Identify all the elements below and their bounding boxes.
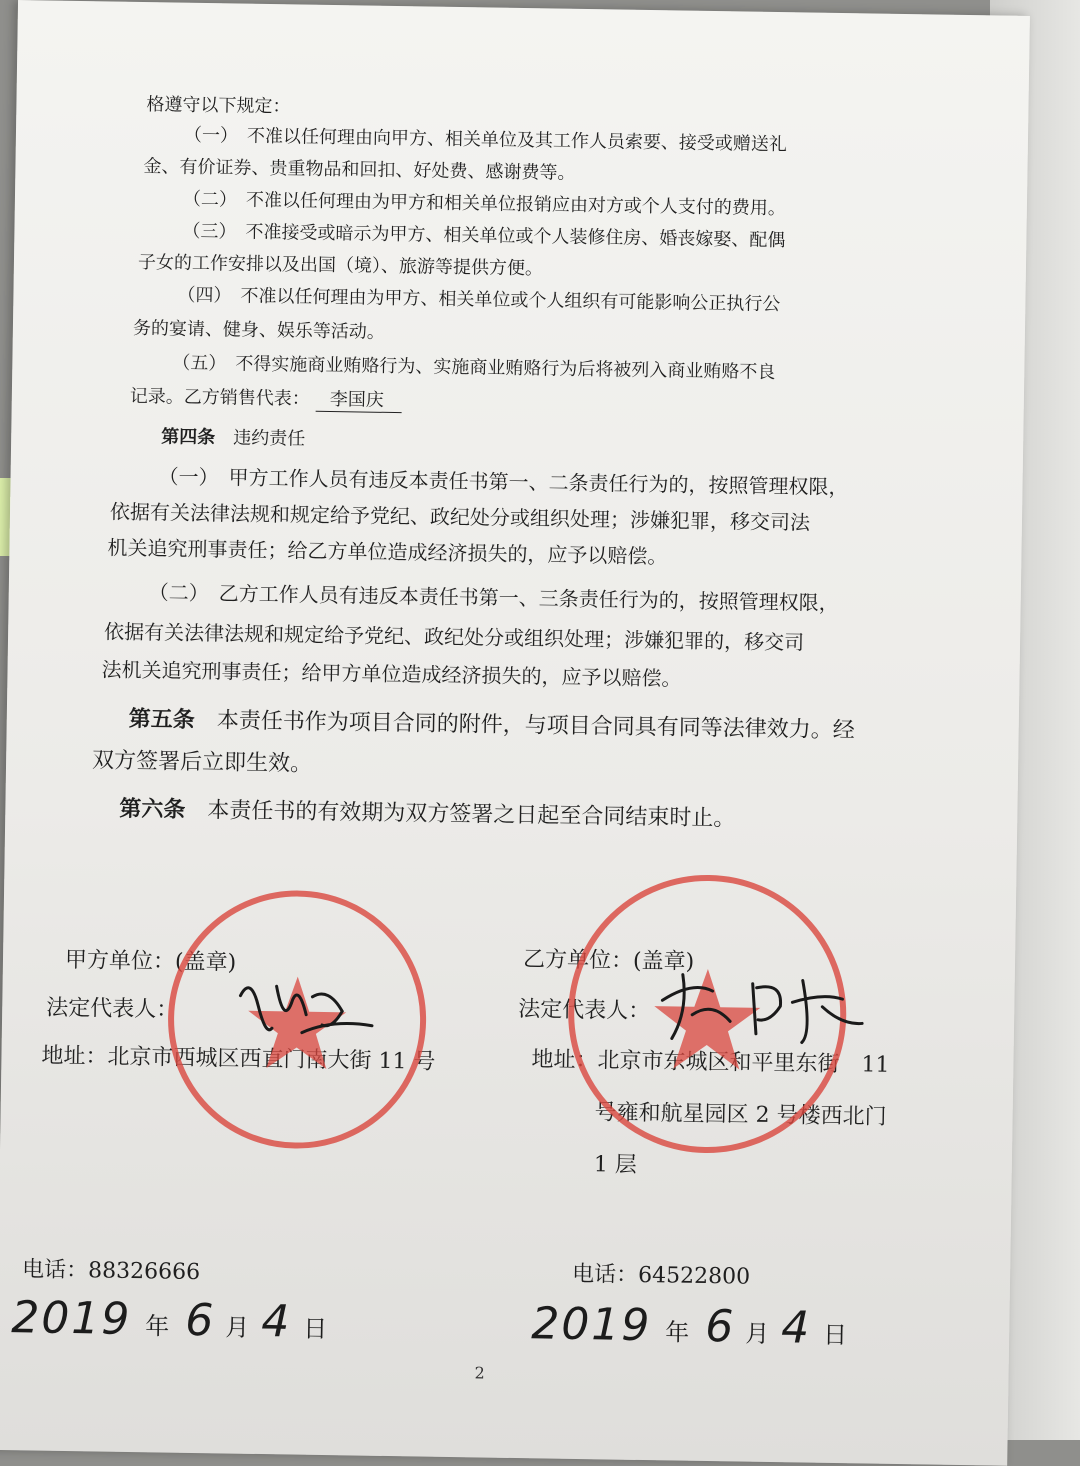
sales-rep-label: 记录。乙方销售代表： <box>129 385 310 410</box>
day-char: 日 <box>302 1314 330 1344</box>
page-number: 2 <box>474 1363 485 1383</box>
text-line: 法机关追究刑事责任；给甲方单位造成经济损失的，应予以赔偿。 <box>101 657 682 691</box>
month-char: 月 <box>744 1319 772 1349</box>
text-line: 务的宴请、健身、娱乐等活动。 <box>132 317 386 343</box>
party-a-rep: 法定代表人： <box>46 995 179 1023</box>
text-line: （五） 不得实施商业贿赂行为、实施商业贿赂行为后将被列入商业贿赂不良 <box>172 352 776 383</box>
text-line: 依据有关法律法规和规定给予党纪、政纪处分或组织处理；涉嫌犯罪的，移交司 <box>103 619 805 655</box>
party-b-date <box>531 1298 850 1354</box>
text-line: （二） 不准以任何理由为甲方和相关单位报销应由对方或个人支付的费用。 <box>182 188 787 220</box>
article-6-heading: 第六条 <box>119 795 186 823</box>
party-a-signature <box>232 966 383 1048</box>
sales-rep-name: 李国庆 <box>316 385 402 413</box>
party-b-day: 4 <box>780 1302 812 1354</box>
sales-rep-line <box>130 382 402 413</box>
party-a-unit: 甲方单位：(盖章) <box>64 947 237 976</box>
party-a-address: 地址：北京市西城区西直门南大街 11 号 <box>41 1043 436 1075</box>
party-b-unit: 乙方单位：(盖章) <box>522 947 695 975</box>
text-line: 金、有价证券、贵重物品和回扣、好处费、感谢费等。 <box>143 156 576 184</box>
article-6-line <box>119 792 735 833</box>
article-5-heading: 第五条 <box>128 705 195 733</box>
text-line: （四） 不准以任何理由为甲方、相关单位或个人组织有可能影响公正执行公 <box>177 284 781 316</box>
text-line: （二） 乙方工作人员有违反本责任书第一、三条责任行为的，按照管理权限， <box>148 580 839 616</box>
party-b-address-1: 地址：北京市东城区和平里东街 11 <box>531 1047 890 1078</box>
day-char: 日 <box>822 1320 850 1350</box>
text-line: 格遵守以下规定： <box>146 94 291 118</box>
article-4-title: 违约责任 <box>233 427 306 450</box>
party-b-rep: 法定代表人： <box>518 997 651 1025</box>
party-b-year: 2019 <box>530 1298 652 1352</box>
year-char: 年 <box>664 1318 692 1347</box>
article-5-text: 本责任书作为项目合同的附件，与项目合同具有同等法律效力。经 <box>216 708 855 744</box>
party-a-month: 6 <box>184 1294 216 1347</box>
text-line: 双方签署后立即生效。 <box>91 748 313 777</box>
article-5-line <box>129 702 855 744</box>
text-line: （一） 不准以任何理由向甲方、相关单位及其工作人员索要、接受或赠送礼 <box>183 124 788 156</box>
party-b-signature <box>652 960 883 1054</box>
party-b-month: 6 <box>704 1301 736 1353</box>
party-a-date <box>11 1292 330 1348</box>
text-line: 子女的工作安排以及出国（境）、旅游等提供方便。 <box>137 251 544 280</box>
party-a-year: 2019 <box>10 1292 132 1345</box>
party-b-phone: 电话：64522800 <box>571 1261 751 1290</box>
text-line: 机关追究刑事责任；给乙方单位造成经济损失的，应予以赔偿。 <box>107 535 668 569</box>
month-char: 月 <box>225 1313 252 1342</box>
party-b-address-3: 1 层 <box>593 1152 638 1178</box>
party-b-address-2: 号雍和航星园区 2 号楼西北门 <box>594 1100 887 1130</box>
text-line: （一） 甲方工作人员有违反本责任书第一、二条责任行为的，按照管理权限， <box>158 464 849 500</box>
party-a-phone: 电话：88326666 <box>21 1257 201 1286</box>
year-char: 年 <box>145 1312 172 1341</box>
article-4-heading <box>161 422 305 450</box>
text-line: 依据有关法律法规和规定给予党纪、政纪处分或组织处理；涉嫌犯罪，移交司法 <box>109 499 811 535</box>
article-6-text: 本责任书的有效期为双方签署之日起至合同结束时止。 <box>207 798 736 832</box>
party-a-day: 4 <box>260 1296 292 1348</box>
article-4-number: 第四条 <box>161 426 216 449</box>
text-line: （三） 不准接受或暗示为甲方、相关单位或个人装修住房、婚丧嫁娶、配偶 <box>182 220 786 252</box>
